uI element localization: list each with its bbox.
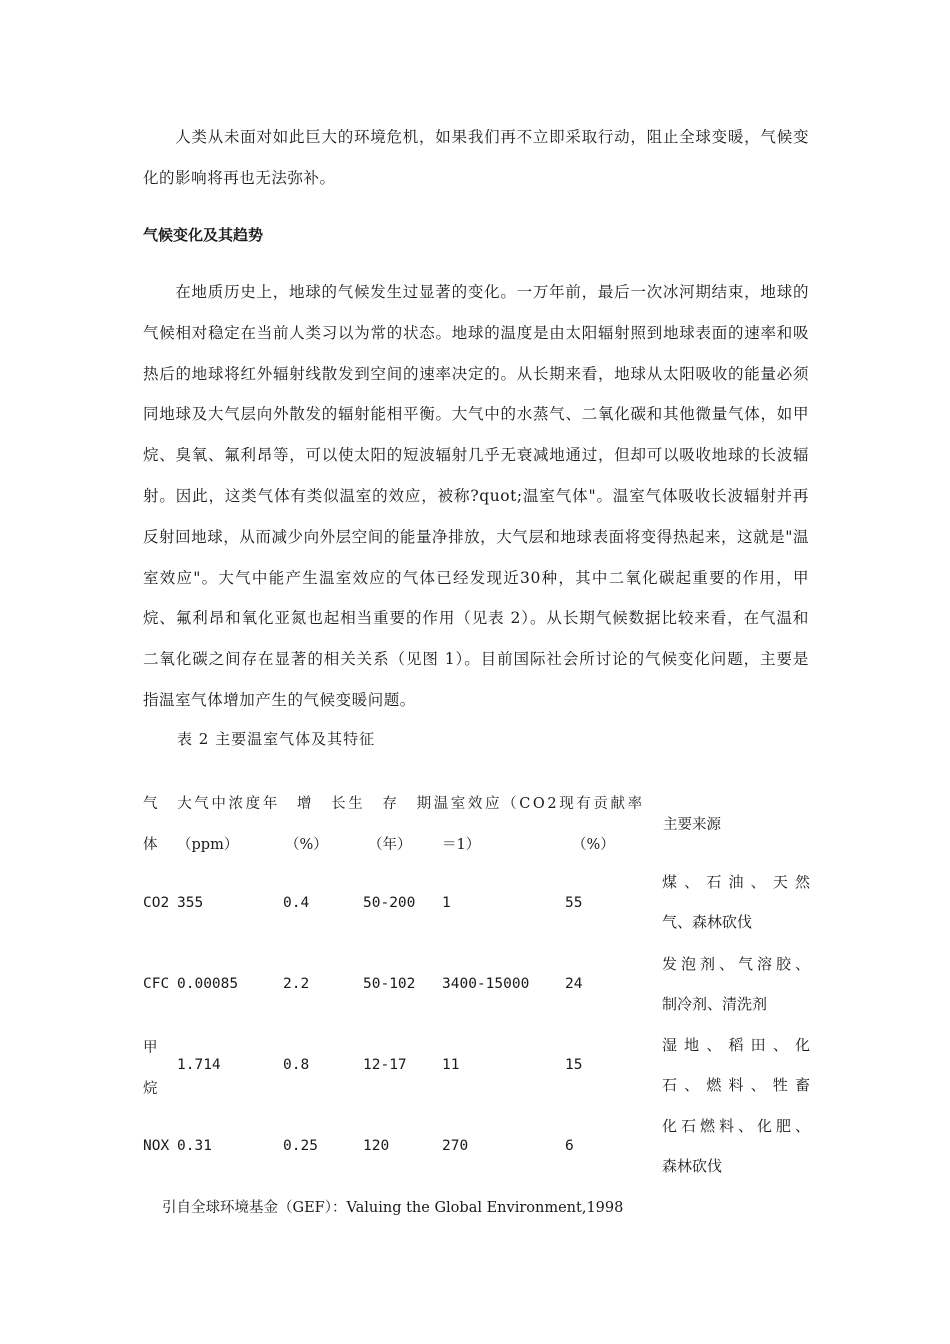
cell-growth: 2.2	[283, 976, 310, 992]
cell-lifetime: 50-102	[363, 976, 416, 992]
table-header-contribution: （%）	[572, 837, 615, 853]
cell-gas: CO2	[143, 895, 170, 911]
cell-source-line1: 发泡剂、气溶胶、	[662, 955, 810, 973]
cell-source-line2: 石、燃料、牲畜	[662, 1076, 810, 1094]
cell-source-line1: 化石燃料、化肥、	[662, 1117, 810, 1135]
table-header-growth: （%）	[285, 837, 328, 853]
main-paragraph	[143, 272, 809, 721]
table-header-lifetime: （年）	[368, 837, 412, 853]
cell-concentration: 355	[177, 895, 204, 911]
cell-effect: 1	[442, 895, 451, 911]
cell-lifetime: 120	[363, 1138, 390, 1154]
cell-concentration: 1.714	[177, 1057, 221, 1073]
cell-concentration: 0.31	[177, 1138, 212, 1154]
cell-growth: 0.25	[283, 1138, 318, 1154]
table-header-line1: 气 大气中浓度年 增 长生 存 期温室效应（CO2现有贡献率	[143, 796, 645, 812]
cell-contribution: 15	[565, 1057, 583, 1073]
cell-lifetime: 12-17	[363, 1057, 407, 1073]
cell-source	[662, 944, 810, 1024]
table-header-gas: 体	[143, 837, 158, 853]
table-header-effect: ＝1）	[442, 837, 481, 853]
cell-gas-line2: 烷	[143, 1081, 158, 1097]
cell-effect: 11	[442, 1057, 460, 1073]
cell-source	[662, 862, 810, 942]
table-header-source: 主要来源	[663, 817, 721, 833]
cell-source-line2: 森林砍伐	[662, 1157, 723, 1175]
cell-effect: 270	[442, 1138, 469, 1154]
cell-source-line1: 湿地、稻田、化	[662, 1036, 810, 1054]
cell-source	[662, 1106, 810, 1186]
table-caption: 表 2 主要温室气体及其特征	[177, 730, 376, 748]
main-paragraph-text: 在地质历史上，地球的气候发生过显著的变化。一万年前，最后一次冰河期结束，地球的气候相对稳定在当前人类习以为常的状态。地球的温度是由太阳辐射照到地球表面的速率和吸热后的地球将红外辐射线散发到空间的速率决定的。从长期来看，地球从太阳吸收的能量必须同地球及大气层向外散发的辐射能相平衡。大气中的水蒸气、二氧化碳和其他微量气体，如甲烷、臭氧、氟利昂等，可以使太阳的短波辐射几乎无衰减地通过，但却可以吸收地球的长波辐射。因此，这类气体有类似温室的效应，被称?quot;温室气体"。温室气体吸收长波辐射并再反射回地球，从而减少向外层空间的能量净排放，大气层和地球表面将变得热起来，这就是"温室效应"。大气中能产生温室效应的气体已经发现近30种，其中二氧化碳起重要的作用，甲烷、氟利昂和氧化亚氮也起相当重要的作用（见表 2）。从长期气候数据比较来看，在气温和二氧化碳之间存在显著的相关关系（见图 1）。目前国际社会所讨论的气候变化问题，主要是指温室气体增加产生的气候变暖问题。	[143, 283, 809, 709]
cell-source-line2: 制冷剂、清洗剂	[662, 995, 768, 1013]
cell-growth: 0.4	[283, 895, 310, 911]
table-header-concentration: （ppm）	[177, 837, 239, 853]
intro-paragraph	[143, 117, 809, 199]
cell-source	[662, 1025, 810, 1105]
cell-source-line1: 煤、石油、天然	[662, 873, 810, 891]
cell-source-line2: 气、森林砍伐	[662, 913, 753, 931]
cell-contribution: 24	[565, 976, 583, 992]
cell-contribution: 6	[565, 1138, 574, 1154]
cell-lifetime: 50-200	[363, 895, 416, 911]
cell-effect: 3400-15000	[442, 976, 530, 992]
cell-concentration: 0.00085	[177, 976, 239, 992]
cell-gas: NOX	[143, 1138, 170, 1154]
cell-gas: CFC	[143, 976, 170, 992]
cell-contribution: 55	[565, 895, 583, 911]
section-heading: 气候变化及其趋势	[143, 226, 264, 244]
cell-growth: 0.8	[283, 1057, 310, 1073]
cell-gas-line1: 甲	[143, 1040, 158, 1056]
intro-paragraph-text: 人类从未面对如此巨大的环境危机，如果我们再不立即采取行动，阻止全球变暖，气候变化的影响将再也无法弥补。	[143, 128, 809, 187]
citation: 引自全球环境基金（GEF）：Valuing the Global Environment,1998	[162, 1200, 624, 1216]
